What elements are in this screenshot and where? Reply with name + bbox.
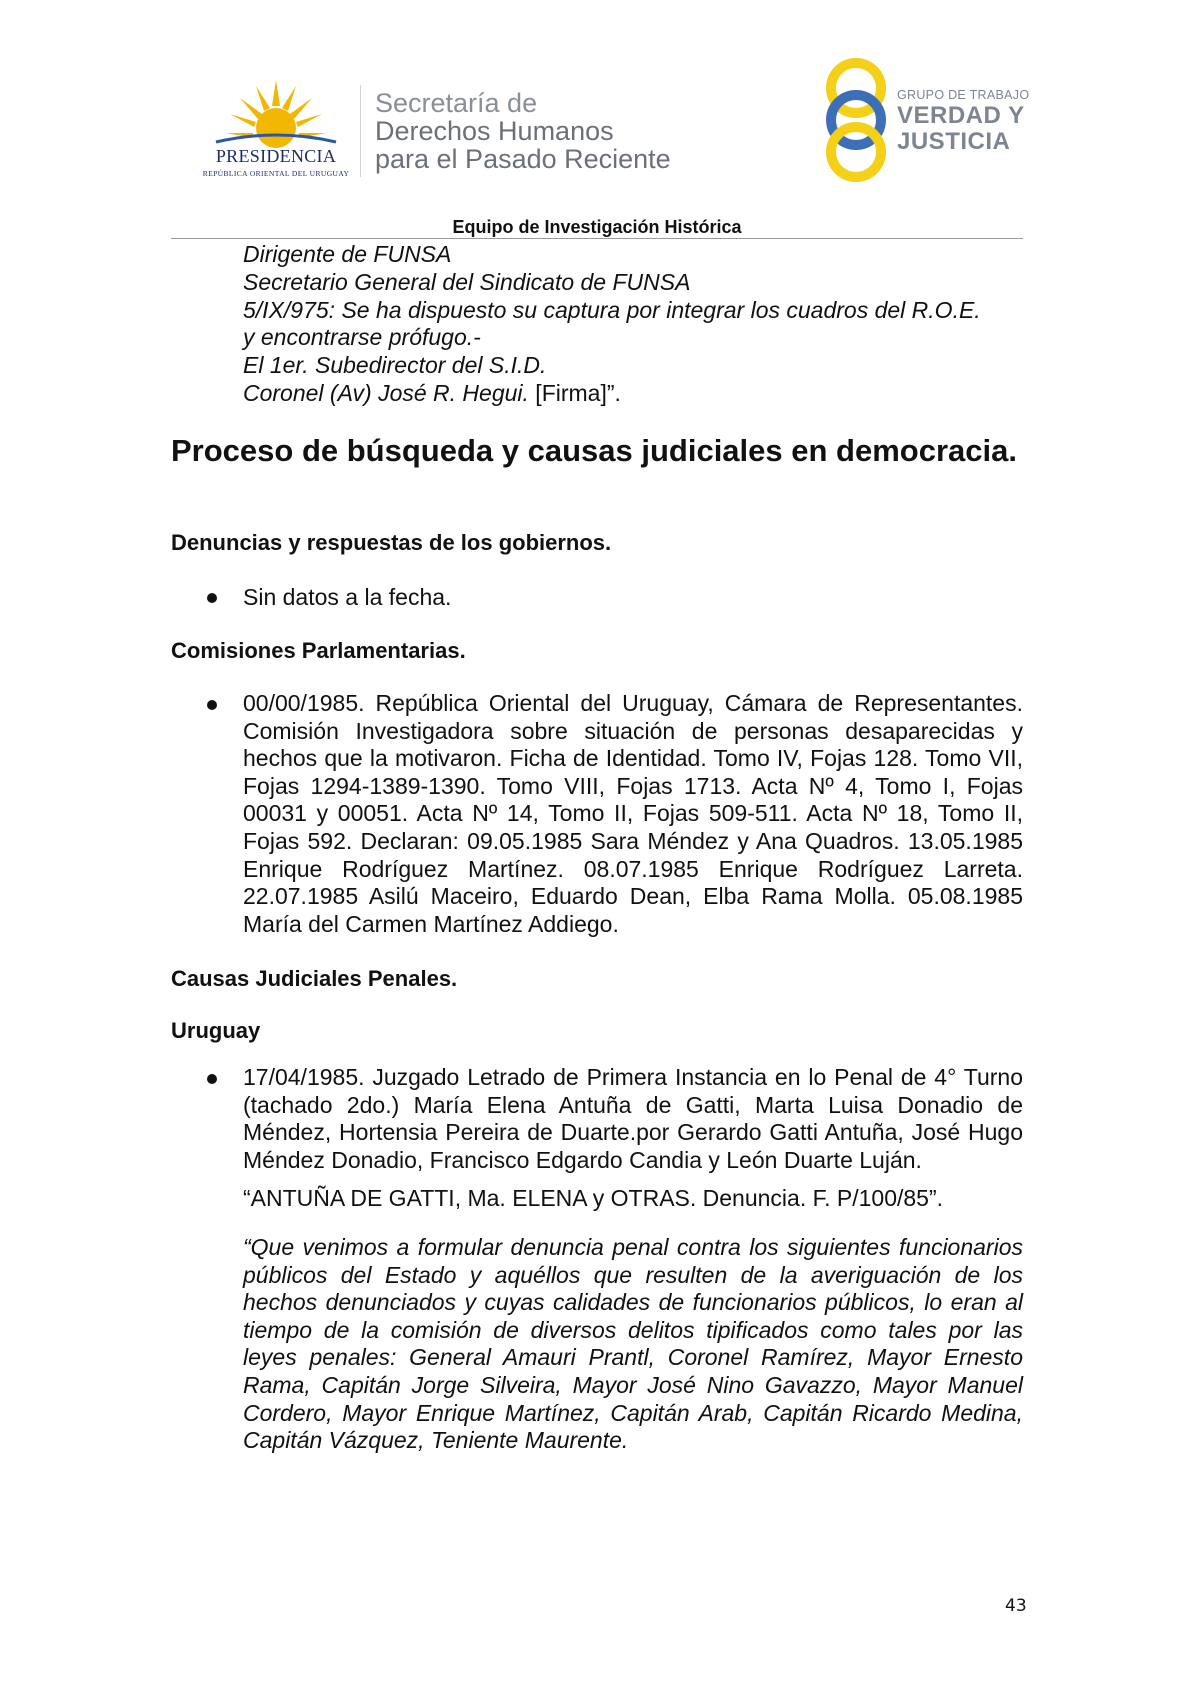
quote-line-3: 5/IX/975: Se ha dispuesto su captura por integrar los cuadros del R.O.E.: [243, 297, 981, 323]
causas-subheading: Uruguay: [171, 1018, 261, 1043]
secretaria-line-1: Secretaría de: [375, 88, 538, 118]
bullet-marker: [207, 700, 217, 710]
interlocked-rings-icon: [820, 58, 892, 183]
signature-name: Coronel (Av) José R. Hegui.: [243, 380, 529, 406]
sun-emblem-icon: [196, 78, 356, 148]
quote-line-1: Dirigente de FUNSA: [243, 241, 452, 267]
running-header: Equipo de Investigación Histórica: [452, 217, 742, 237]
bullet-marker: [207, 593, 217, 603]
comisiones-item: 00/00/1985. República Oriental del Uruguay, Cámara de Representantes. Comisión Investigadora sobre situación de personas desaparecidas y hechos que la motivaron. Ficha de Identidad. Tomo IV, Fojas 128. Tomo VII, Fojas 1294-1389-1390. Tomo VIII, Fojas 1713. Acta Nº 4, Tomo I, Fojas 00031 y 00051. Acta Nº 14, Tomo II, Fojas 509-511. Acta Nº 18, Tomo II, Fojas 592. Declaran: 09.05.1985 Sara Méndez y Ana Quadros. 13.05.1985 Enrique Rodríguez Martínez. 08.07.1985 Enrique Rodríguez Larreta. 22.07.1985 Asilú Maceiro, Eduardo Dean, Elba Rama Molla. 05.08.1985 María del Carmen Martínez Addiego.: [243, 690, 1023, 937]
quote-line-4: y encontrarse prófugo.-: [243, 324, 481, 350]
gtvj-big-text-1: VERDAD Y: [897, 102, 1025, 129]
page-number: 43: [1005, 1596, 1027, 1616]
causas-item: 17/04/1985. Juzgado Letrado de Primera Instancia en lo Penal de 4° Turno (tachado 2do.) María Elena Antuña de Gatti, Marta Luisa Donadio de Méndez, Hortensia Pereira de Duarte.por Gerardo Gatti Antuña, José Hugo Méndez Donadio, Francisco Edgardo Candia y León Duarte Luján.: [243, 1064, 1023, 1173]
verdad-y-justicia-logo: [820, 58, 1030, 183]
quote-line-2: Secretario General del Sindicato de FUNSA: [243, 269, 691, 295]
causas-heading: Causas Judiciales Penales.: [171, 966, 458, 991]
secretaria-line-2: Derechos Humanos: [375, 116, 614, 146]
presidencia-subtitle: REPÚBLICA ORIENTAL DEL URUGUAY: [202, 169, 350, 178]
secretaria-wordmark: [375, 89, 715, 173]
comisiones-heading: Comisiones Parlamentarias.: [171, 638, 466, 663]
gtvj-small-text: GRUPO DE TRABAJO: [897, 88, 1030, 102]
header-rule: [171, 238, 1023, 239]
denuncias-item: Sin datos a la fecha.: [243, 584, 452, 610]
secretaria-line-3: para el Pasado Reciente: [375, 144, 671, 174]
case-title: “ANTUÑA DE GATTI, Ma. ELENA y OTRAS. Denuncia. F. P/100/85”.: [243, 1185, 944, 1211]
section-title: Proceso de búsqueda y causas judiciales en democracia.: [171, 433, 1017, 468]
presidencia-wordmark: PRESIDENCIA: [215, 146, 337, 166]
denuncia-quote: “Que venimos a formular denuncia penal contra los siguientes funcionarios públicos del Estado y aquéllos que resulten de la averiguación de los hechos denunciados y cuyas calidades de funcionarios públicos, lo eran al tiempo de la comisión de diversos delitos tipificados como tales por las leyes penales: General Amauri Prantl, Coronel Ramírez, Mayor Ernesto Rama, Capitán Jorge Silveira, Mayor José Nino Gavazzo, Mayor Manuel Cordero, Mayor Enrique Martínez, Capitán Arab, Capitán Ricardo Medina, Capitán Vázquez, Teniente Maurente.: [243, 1234, 1023, 1454]
logo-divider: [360, 85, 361, 177]
quote-signature-line: [243, 379, 621, 407]
denuncias-heading: Denuncias y respuestas de los gobiernos.: [171, 530, 612, 555]
signature-rest: [Firma]”.: [528, 380, 621, 406]
bullet-marker: [207, 1074, 217, 1084]
gtvj-big-text-2: JUSTICIA: [897, 128, 1011, 155]
presidencia-logo: [196, 78, 356, 178]
quote-line-5: El 1er. Subedirector del S.I.D.: [243, 352, 547, 378]
